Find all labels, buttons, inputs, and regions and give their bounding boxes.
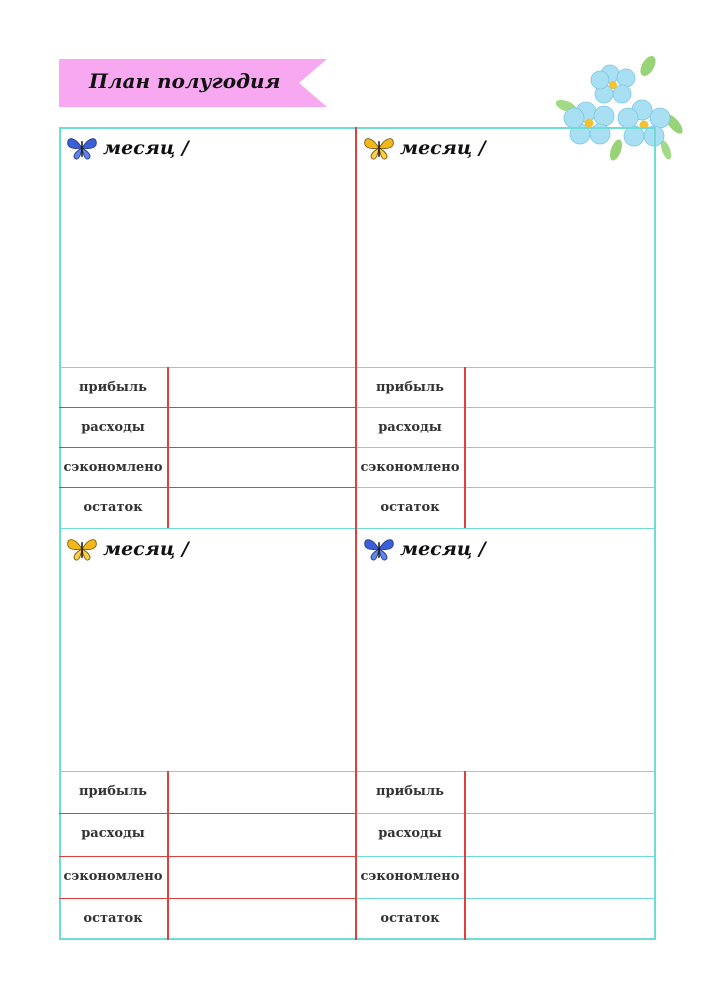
- teal-divider: [356, 898, 656, 899]
- table-row: [59, 813, 356, 853]
- teal-border-right: [654, 127, 656, 940]
- red-divider: [59, 813, 356, 814]
- table-row: [59, 771, 356, 811]
- month-header: [65, 534, 189, 564]
- expenses-field[interactable]: [466, 815, 650, 851]
- saved-field[interactable]: [169, 858, 353, 894]
- month-label: месяц /: [103, 538, 189, 560]
- teal-divider: [356, 367, 656, 368]
- month-header: [65, 133, 189, 163]
- expenses-field[interactable]: [466, 409, 650, 445]
- red-center-divider: [355, 127, 357, 940]
- red-divider: [59, 898, 356, 899]
- table-row: [356, 813, 653, 853]
- table-row: [59, 367, 356, 407]
- balance-field[interactable]: [466, 900, 650, 936]
- row-label-saved: сэкономлено: [360, 459, 460, 475]
- expenses-field[interactable]: [169, 409, 353, 445]
- table-row: [59, 487, 356, 527]
- row-label-income: прибыль: [79, 783, 147, 799]
- teal-border-left: [59, 127, 61, 940]
- teal-divider: [59, 528, 656, 529]
- table-row: [356, 487, 653, 527]
- red-label-divider: [167, 367, 169, 528]
- balance-field[interactable]: [169, 489, 353, 525]
- yellow-butterfly-icon: [362, 135, 396, 161]
- table-row: [59, 447, 356, 487]
- table-row: [59, 856, 356, 896]
- red-divider: [59, 856, 356, 857]
- teal-border-bottom: [59, 938, 656, 940]
- row-label-saved: сэкономлено: [63, 459, 163, 475]
- row-label-expenses: расходы: [378, 419, 442, 435]
- month-header: [362, 534, 486, 564]
- table-row: [59, 898, 356, 938]
- teal-border-top: [59, 127, 656, 129]
- red-label-divider: [167, 771, 169, 940]
- row-label-expenses: расходы: [378, 825, 442, 841]
- blue-butterfly-icon: [65, 135, 99, 161]
- income-field[interactable]: [169, 773, 353, 809]
- red-label-divider: [464, 367, 466, 528]
- table-row: [356, 898, 653, 938]
- balance-field[interactable]: [169, 900, 353, 936]
- saved-field[interactable]: [466, 449, 650, 485]
- teal-divider: [356, 813, 656, 814]
- row-label-balance: остаток: [380, 499, 440, 515]
- row-label-expenses: расходы: [81, 825, 145, 841]
- month-label: месяц /: [400, 137, 486, 159]
- month-label: месяц /: [103, 137, 189, 159]
- month-label: месяц /: [400, 538, 486, 560]
- table-row: [356, 447, 653, 487]
- expenses-field[interactable]: [169, 815, 353, 851]
- row-label-balance: остаток: [83, 910, 143, 926]
- teal-divider: [59, 367, 356, 368]
- row-label-balance: остаток: [380, 910, 440, 926]
- red-divider: [59, 447, 356, 448]
- month-header: [362, 133, 486, 163]
- table-row: [356, 367, 653, 407]
- half-year-grid: [59, 127, 656, 940]
- title-banner: [59, 59, 327, 107]
- table-row: [356, 856, 653, 896]
- row-label-balance: остаток: [83, 499, 143, 515]
- red-label-divider: [464, 771, 466, 940]
- row-label-expenses: расходы: [81, 419, 145, 435]
- income-field[interactable]: [169, 369, 353, 405]
- income-field[interactable]: [466, 369, 650, 405]
- yellow-butterfly-icon: [65, 536, 99, 562]
- red-divider: [59, 487, 356, 488]
- row-label-income: прибыль: [79, 379, 147, 395]
- teal-divider: [356, 447, 656, 448]
- blue-butterfly-icon: [362, 536, 396, 562]
- row-label-income: прибыль: [376, 379, 444, 395]
- row-label-saved: сэкономлено: [360, 868, 460, 884]
- red-divider: [59, 407, 356, 408]
- row-label-income: прибыль: [376, 783, 444, 799]
- table-row: [356, 771, 653, 811]
- page-title: План полугодия: [89, 69, 281, 93]
- saved-field[interactable]: [466, 858, 650, 894]
- teal-divider: [356, 487, 656, 488]
- balance-field[interactable]: [466, 489, 650, 525]
- income-field[interactable]: [466, 773, 650, 809]
- table-row: [59, 407, 356, 447]
- table-row: [356, 407, 653, 447]
- teal-divider: [356, 856, 656, 857]
- teal-divider: [356, 407, 656, 408]
- row-label-saved: сэкономлено: [63, 868, 163, 884]
- teal-divider: [59, 771, 656, 772]
- saved-field[interactable]: [169, 449, 353, 485]
